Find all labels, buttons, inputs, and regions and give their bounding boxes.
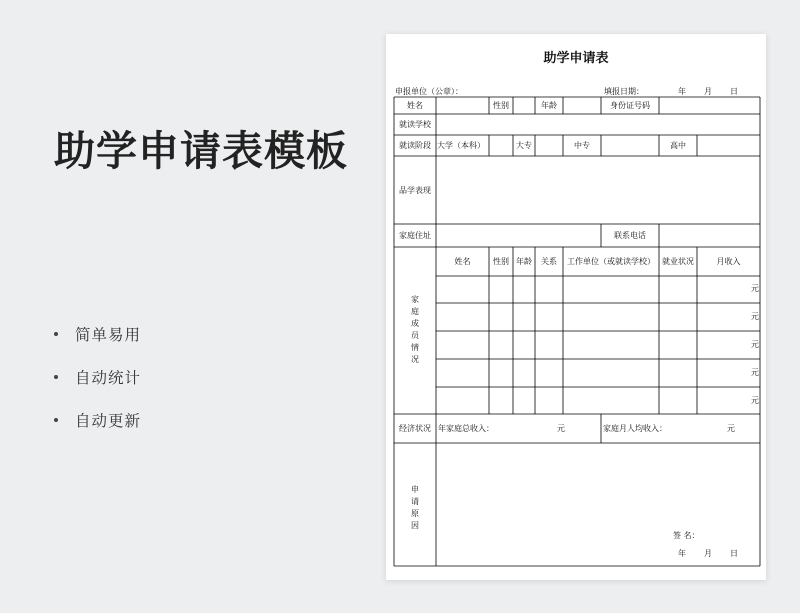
- feature-item: [54, 398, 141, 441]
- stage-college: 大专: [516, 141, 532, 150]
- income-unit: 元: [751, 312, 759, 321]
- address-label: 家庭住址: [399, 231, 431, 240]
- bullet-icon: [54, 418, 58, 422]
- reason-day: 日: [730, 549, 738, 558]
- age-label: 年龄: [541, 101, 557, 110]
- annual-income-label: 年家庭总收入：: [438, 424, 494, 433]
- income-unit: 元: [751, 284, 759, 293]
- date-day: 日: [730, 87, 738, 96]
- date-year: 年: [678, 87, 686, 96]
- reason-label: 申请原因: [411, 485, 419, 530]
- date-month: 月: [704, 87, 712, 96]
- feature-list: [54, 312, 141, 441]
- family-header-work: 工作单位（或就读学校）: [567, 257, 655, 266]
- name-label: 姓名: [407, 101, 423, 110]
- stage-secondary: 中专: [574, 141, 590, 150]
- feature-item: [54, 312, 141, 355]
- date-label: 填报日期：: [604, 87, 644, 96]
- stage-label: 就读阶段: [399, 141, 431, 150]
- econ-label: 经济状况: [399, 424, 431, 433]
- annual-income-unit: 元: [557, 424, 565, 433]
- feature-item: [54, 355, 141, 398]
- feature-label: 简单易用: [75, 325, 142, 344]
- income-unit: 元: [751, 368, 759, 377]
- phone-label: 联系电话: [614, 231, 646, 240]
- bullet-icon: [54, 375, 58, 379]
- id-label: 身份证号码: [610, 101, 650, 110]
- feature-label: 自动更新: [75, 411, 142, 430]
- reason-year: 年: [678, 549, 686, 558]
- income-unit: 元: [751, 396, 759, 405]
- family-header-name: 姓名: [454, 257, 471, 266]
- family-header-income: 月收入: [716, 257, 741, 266]
- performance-label: 品学表现: [399, 186, 431, 195]
- family-header-gender: 性别: [493, 257, 509, 266]
- reason-month: 月: [704, 549, 712, 558]
- family-header-relation: 关系: [541, 257, 557, 266]
- form-grid: [386, 34, 766, 580]
- gender-label: 性别: [493, 101, 509, 110]
- stage-high: 高中: [670, 141, 686, 150]
- family-label: 家庭成员情况: [411, 295, 419, 364]
- family-header-age: 年龄: [516, 257, 532, 266]
- bullet-icon: [54, 332, 58, 336]
- signature-label: 签 名：: [673, 531, 700, 540]
- hero-title: 助学申请表模板: [54, 127, 348, 175]
- family-header-employment: 就业状况: [662, 257, 694, 266]
- unit-label: 申报单位（公章）：: [395, 87, 463, 96]
- stage-univ: 大学（本科）: [437, 141, 485, 150]
- monthly-income-label: 家庭月人均收入：: [603, 424, 667, 433]
- feature-label: 自动统计: [75, 368, 142, 387]
- income-unit: 元: [751, 340, 759, 349]
- monthly-income-unit: 元: [727, 424, 735, 433]
- form-preview: [386, 34, 766, 580]
- form-title: 助学申请表: [543, 51, 609, 66]
- school-label: 就读学校: [399, 120, 431, 129]
